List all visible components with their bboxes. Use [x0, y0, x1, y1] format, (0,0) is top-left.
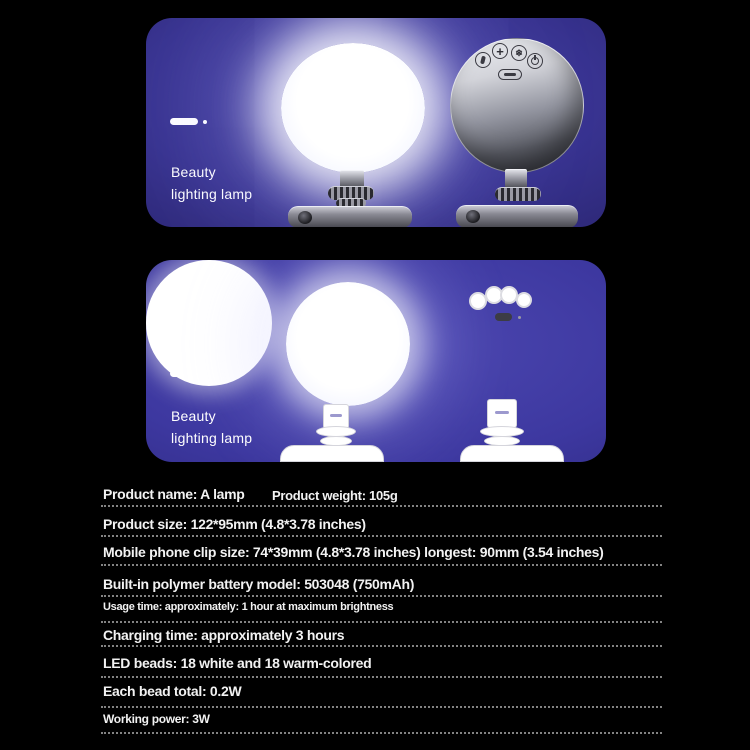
- plus-button-icon: +: [492, 43, 508, 59]
- dotted-separator: [101, 732, 662, 734]
- spec-charging-time: Charging time: approximately 3 hours: [103, 627, 345, 643]
- lamp-knurled-knob: [495, 187, 541, 201]
- spec-led-beads: LED beads: 18 white and 18 warm-colored: [103, 655, 372, 671]
- spec-product-name: Product name: A lamp: [103, 486, 245, 502]
- back-button-circle-icon: [516, 292, 532, 308]
- spec-working-power: Working power: 3W: [103, 712, 210, 726]
- phone-clip: [288, 206, 412, 227]
- brand-text-line2: lighting lamp: [171, 430, 253, 446]
- spec-product-size: Product size: 122*95mm (4.8*3.78 inches): [103, 516, 366, 532]
- dotted-separator: [101, 505, 662, 507]
- lamp-hinge: [505, 169, 527, 188]
- dimmer-button-icon: [475, 52, 491, 68]
- dotted-separator: [101, 676, 662, 678]
- usb-c-port-icon: [498, 69, 522, 80]
- hero-panel-light: [146, 260, 606, 462]
- clip-hole: [298, 211, 312, 224]
- lamp-front-lit: [286, 282, 410, 406]
- clip-hole: [466, 210, 480, 223]
- usb-c-port-icon: [495, 313, 512, 321]
- power-button-icon: [527, 53, 543, 69]
- dotted-separator: [101, 645, 662, 647]
- dotted-separator: [101, 706, 662, 708]
- brand-dot-icon: [203, 372, 207, 376]
- dotted-separator: [101, 595, 662, 597]
- brand-text-line2: lighting lamp: [171, 186, 253, 202]
- dotted-separator: [101, 535, 662, 537]
- lamp-front-lit: [281, 43, 425, 173]
- spec-clip-size: Mobile phone clip size: 74*39mm (4.8*3.78 inches) longest: 90mm (3.54 inches): [103, 544, 604, 560]
- hero-panel-dark: [146, 18, 606, 227]
- indicator-dot: [518, 316, 521, 319]
- brand-dash-icon: [170, 370, 198, 377]
- dotted-separator: [101, 621, 662, 623]
- spec-product-weight: Product weight: 105g: [272, 488, 398, 503]
- spec-battery: Built-in polymer battery model: 503048 (750mAh): [103, 576, 415, 592]
- phone-clip: [456, 205, 578, 227]
- spec-usage-time: Usage time: approximately: 1 hour at maximum brightness: [103, 601, 394, 613]
- brand-dot-icon: [203, 120, 207, 124]
- phone-clip: [460, 445, 564, 462]
- brand-dash-icon: [170, 118, 198, 125]
- lamp-hinge: [487, 399, 517, 428]
- lamp-back-white: [146, 260, 272, 386]
- brand-text-line1: Beauty: [171, 164, 216, 180]
- color-temp-button-icon: ❄: [511, 45, 527, 61]
- spec-bead-power: Each bead total: 0.2W: [103, 683, 242, 699]
- brand-text-line1: Beauty: [171, 408, 216, 424]
- dotted-separator: [101, 564, 662, 566]
- phone-clip: [280, 445, 384, 462]
